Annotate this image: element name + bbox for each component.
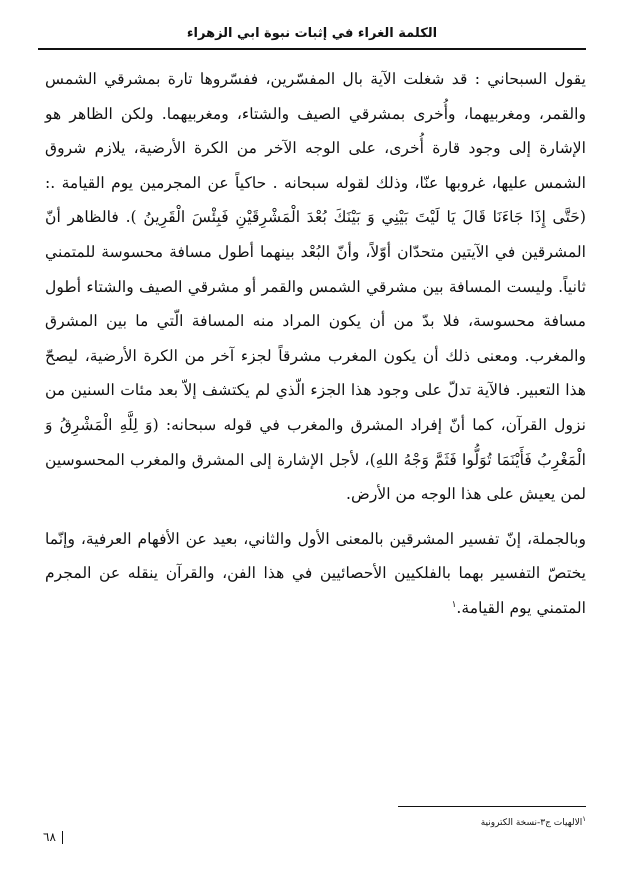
body-text (45, 62, 586, 626)
footnote-text: الالهيات ج٣-نسخة الكترونية (480, 818, 583, 828)
header-title: الكلمة الغراء في إثبات نبوة ابي الزهراء (186, 26, 438, 41)
page-number-divider (62, 831, 64, 844)
paragraph-text: يقول السبحاني : قد شغلت الآية بال المفسّرين، ففسّروها تارة بمشرقي الشمس والقمر، ومغربيهما، وأُخرى بمشرقي الصيف والشتاء، ومغربيهما. ولكن الظاهر هو الإشارة إلى وجود قارة أُخرى، على الوجه الآخر من الكرة الأرضية، يلازم شروق الشمس عليها، غروبها عنّا، وذلك لقوله سبحانه . حاكياً عن المجرمين يوم القيامة .: (حَتَّى إِذَا جَاءَنَا قَالَ يَا لَيْتَ بَيْنِي وَ بَيْنَكَ بُعْدَ الْمَشْرِقَيْنِ فَبِئْسَ الْقَرِينُ ). فالظاهر أنّ المشرقين في الآيتين متحدّان أوّلاً، وأنّ البُعْد بينهما أطول مسافة محسوسة للمتمني ثانياً. وليست المسافة بين مشرقي الشمس والقمر أو مشرقي الصيف والشتاء أطول مسافة محسوسة، فلا بدّ من أن يكون المراد منه المسافة الّتي ما بين المشرق والمغرب. ومعنى ذلك أن يكون المغرب مشرقاً لجزء آخر من الكرة الأرضية، ليصحّ هذا التعبير. فالآية تدلّ على وجود هذا الجزء الّذي لم يكتشف إلاّ بعد مئات السنين من نزول القرآن، كما أنّ إفراد المشرق والمغرب في قوله سبحانه: (وَ لِلَّهِ الْمَشْرِقُ وَ الْمَغْرِبُ فَأَيْنَمَا تُوَلُّوا فَثَمَّ وَجْهُ اللهِ)، لأجل الإشارة إلى المشرق والمغرب المحسوسين لمن يعيش على هذا الوجه من الأرض. (45, 70, 586, 504)
footnote-reference[interactable]: ١ (451, 599, 457, 610)
page-number-block (43, 829, 63, 845)
footnote-separator (398, 806, 586, 807)
footnote (398, 812, 586, 830)
running-header (38, 22, 586, 50)
page-number: ٦٨ (43, 830, 56, 844)
footnote-marker: ١ (582, 815, 586, 823)
paragraph (45, 62, 586, 512)
paragraph (45, 522, 586, 626)
paragraph-text: وبالجملة، إنّ تفسير المشرقين بالمعنى الأول والثاني، بعيد عن الأفهام العرفية، وإنّما يختصّ التفسير بهما بالفلكيين الأحصائيين في هذا الفن، والقرآن ينقله عن المجرم المتمني يوم القيامة. (45, 529, 586, 617)
